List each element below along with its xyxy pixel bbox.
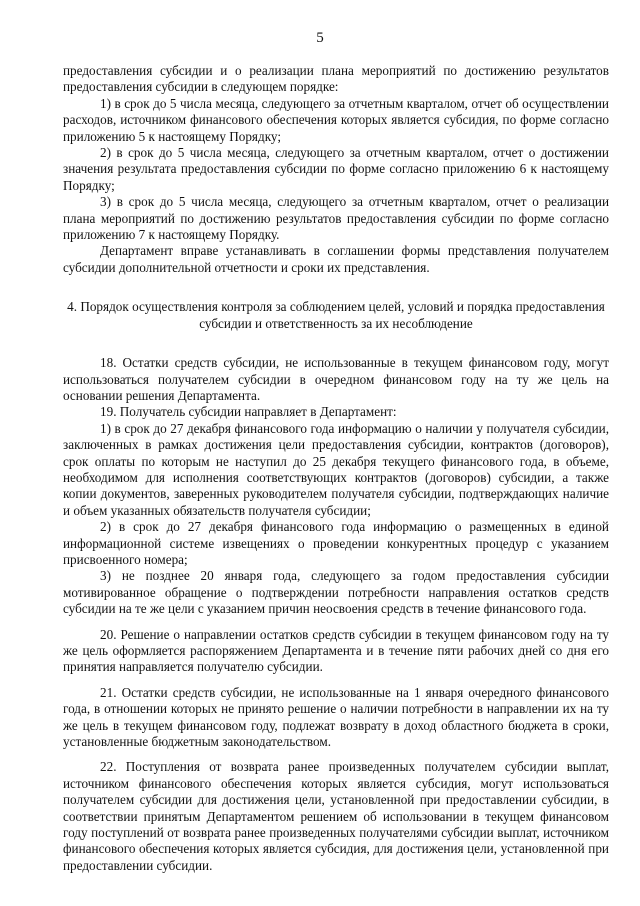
paragraph-continuation: предоставления субсидии и о реализации плана мероприятий по достижению результатов предоставления субсидии в следующем порядке: [63, 63, 609, 95]
clause-22: 22. Поступления от возврата ранее произведенных получателем субсидии выплат, источником финансового обеспечения которых является субсидия, могут использоваться получателем субсидии для достижения цели, установленной при предоставлении субсидии, в соответствии принятым Департаментом решением об использовании в текущем финансовом году поступлений от возврата ранее произведенных получателями субсидии выплат, источником финансового обеспечения которых является субсидия, для достижения цели, установленной при предоставлении субсидии. [63, 759, 609, 873]
list-item-report-result: 2) в срок до 5 числа месяца, следующего за отчетным кварталом, отчет о достижении значения результата предоставления субсидии по форме согласно приложению 6 к настоящему Порядку; [63, 145, 609, 193]
clause-19-item-1: 1) в срок до 27 декабря финансового года информацию о наличии у получателя субсидии, заключенных в рамках достижения цели предоставления субсидии, контрактов (договоров), срок оплаты по которым не наступил до 25 декабря текущего финансового года, в объеме, необходимом для исполнения соответствующих контрактов (договоров) субсидии, а также копии документов, заверенных руководителем получателя субсидии, подтверждающих наличие и объем указанных обязательств получателя субсидии; [63, 420, 609, 518]
clause-20: 20. Решение о направлении остатков средств субсидии в текущем финансовом году на ту же цель оформляется распоряжением Департамента и в течение пяти рабочих дней со дня его принятия направляется получателю субсидии. [63, 626, 609, 675]
clause-19-item-2: 2) в срок до 27 декабря финансового года информацию о размещенных в единой информационной системе извещениях о проведении конкурентных процедур с указанием присвоенного номера; [63, 519, 609, 567]
paragraph-additional-reporting: Департамент вправе устанавливать в соглашении формы представления получателем субсидии дополнительной отчетности и сроки их представления. [63, 243, 609, 275]
clause-19: 19. Получатель субсидии направляет в Департамент: [100, 404, 397, 420]
clause-21: 21. Остатки средств субсидии, не использованные на 1 января очередного финансового года, в отношении которых не принято решение о наличии потребности в направлении их на ту же цель в текущем финансовом году, подлежат возврату в доход областного бюджета в сроки, установленные бюджетным законодательством. [63, 684, 609, 750]
section-heading: 4. Порядок осуществления контроля за соблюдением целей, условий и порядка предоставления субсидии и ответственность за их несоблюдение [67, 299, 605, 331]
page-number: 5 [316, 30, 324, 46]
list-item-report-plan: 3) в срок до 5 числа месяца, следующего за отчетным кварталом, отчет о реализации плана мероприятий по достижению результатов предоставления субсидии по форме согласно приложению 7 к настоящему Порядку. [63, 194, 609, 243]
clause-19-item-3: 3) не позднее 20 января года, следующего за годом предоставления субсидии мотивированное обращение о подтверждении потребности направления остатков средств субсидии на те же цели с указанием причин неосвоения средств в течение финансового года. [63, 568, 609, 617]
clause-18: 18. Остатки средств субсидии, не использованные в текущем финансовом году, могут использоваться получателем субсидии в очередном финансовом году на ту же цель на основании решения Департамента. [63, 355, 609, 403]
list-item-report-expenses: 1) в срок до 5 числа месяца, следующего за отчетным кварталом, отчет об осуществлении расходов, источником финансового обеспечения которых является субсидия, по форме согласно приложению 5 к настоящему Порядку; [63, 95, 609, 144]
document-body [63, 63, 609, 874]
